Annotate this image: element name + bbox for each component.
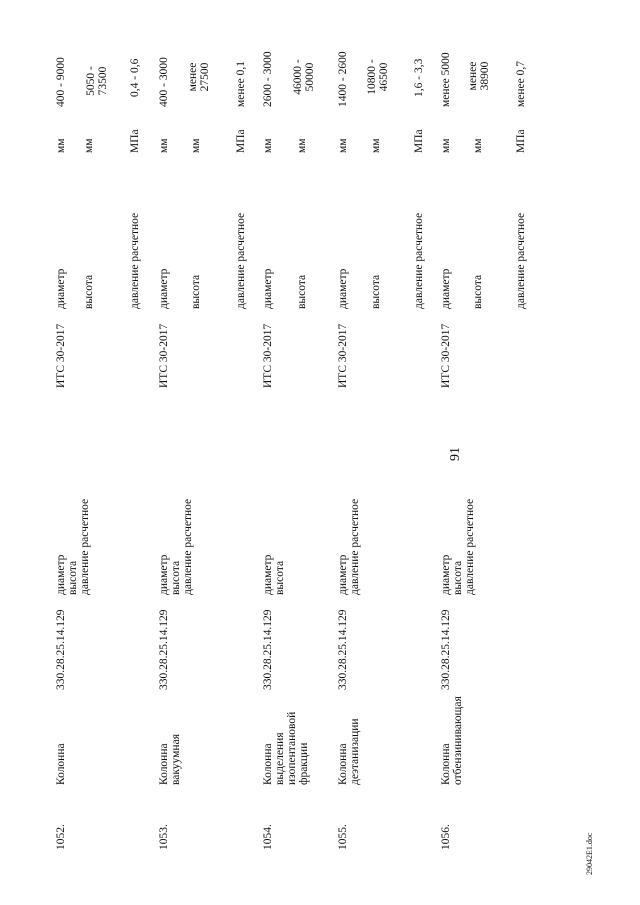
value: 400 - 9000 [55, 57, 67, 107]
value: 2600 - 3000 [262, 51, 274, 107]
characteristic: высота [472, 274, 484, 309]
equipment-name: Колонна выделения изопентановой фракции [262, 711, 310, 785]
characteristic: высота [83, 274, 95, 309]
characteristic: давление расчетное [413, 212, 425, 309]
unit: мм [472, 138, 484, 153]
unit: мм [262, 138, 274, 153]
characteristic: давление расчетное [182, 498, 194, 595]
characteristic: высота [170, 560, 182, 595]
row-number: 1052. [55, 824, 67, 850]
footer-filename: 29042E1.doc [585, 832, 594, 875]
value: 400 - 3000 [158, 57, 170, 107]
value: менее 0,7 [515, 61, 527, 107]
characteristic: высота [296, 274, 308, 309]
equipment-code: 330.28.25.14.129 [440, 609, 452, 690]
characteristic: высота [452, 560, 464, 595]
row-number: 1055. [337, 824, 349, 850]
value: 46000 - 50000 [292, 59, 316, 95]
value: 0,4 - 0,6 [129, 58, 141, 97]
value: 5050 - 73500 [85, 66, 109, 96]
page-number: 91 [448, 447, 463, 461]
row-number: 1054. [262, 824, 274, 850]
unit: мм [337, 138, 349, 153]
unit: мм [370, 138, 382, 153]
unit: МПа [413, 129, 425, 153]
reference-document: ИТС 30-2017 [158, 323, 170, 388]
unit: мм [83, 138, 95, 153]
value: менее 38900 [467, 61, 491, 91]
unit: мм [440, 138, 452, 153]
value: 1400 - 2600 [337, 51, 349, 107]
equipment-code: 330.28.25.14.129 [158, 609, 170, 690]
unit: мм [190, 138, 202, 153]
characteristic: высота [67, 560, 79, 595]
equipment-name: Колонна вакуумная [158, 734, 182, 785]
characteristic: диаметр [262, 554, 274, 595]
unit: мм [296, 138, 308, 153]
value: 1,6 - 3,3 [413, 58, 425, 97]
reference-document: ИТС 30-2017 [55, 323, 67, 388]
characteristic: давление расчетное [515, 212, 527, 309]
value: менее 27500 [187, 62, 211, 92]
equipment-code: 330.28.25.14.129 [55, 609, 67, 690]
unit: МПа [515, 129, 527, 153]
unit: мм [55, 138, 67, 153]
characteristic: высота [190, 274, 202, 309]
characteristic: диаметр [337, 268, 349, 309]
characteristic: давление расчетное [464, 498, 476, 595]
characteristic: давление расчетное [129, 212, 141, 309]
characteristic: давление расчетное [349, 498, 361, 595]
value: 10800 - 46500 [366, 59, 390, 95]
reference-document: ИТС 30-2017 [262, 323, 274, 388]
reference-document: ИТС 30-2017 [440, 323, 452, 388]
value: менее 5000 [440, 52, 452, 107]
characteristic: диаметр [440, 554, 452, 595]
characteristic: диаметр [158, 268, 170, 309]
characteristic: диаметр [440, 268, 452, 309]
reference-document: ИТС 30-2017 [337, 323, 349, 388]
characteristic: давление расчетное [79, 498, 91, 595]
equipment-name: Колонна деэтанизации [337, 718, 361, 785]
unit: МПа [235, 129, 247, 153]
characteristic: диаметр [337, 554, 349, 595]
characteristic: диаметр [158, 554, 170, 595]
characteristic: высота [274, 560, 286, 595]
characteristic: высота [370, 274, 382, 309]
characteristic: давление расчетное [235, 212, 247, 309]
equipment-name: Колонна [55, 743, 67, 785]
row-number: 1053. [158, 824, 170, 850]
unit: МПа [129, 129, 141, 153]
value: менее 0,1 [235, 61, 247, 107]
equipment-code: 330.28.25.14.129 [262, 609, 274, 690]
characteristic: диаметр [55, 268, 67, 309]
row-number: 1056. [440, 824, 452, 850]
unit: мм [158, 138, 170, 153]
equipment-code: 330.28.25.14.129 [337, 609, 349, 690]
equipment-name: Колонна отбензинивающая [440, 696, 464, 785]
characteristic: диаметр [55, 554, 67, 595]
characteristic: диаметр [262, 268, 274, 309]
